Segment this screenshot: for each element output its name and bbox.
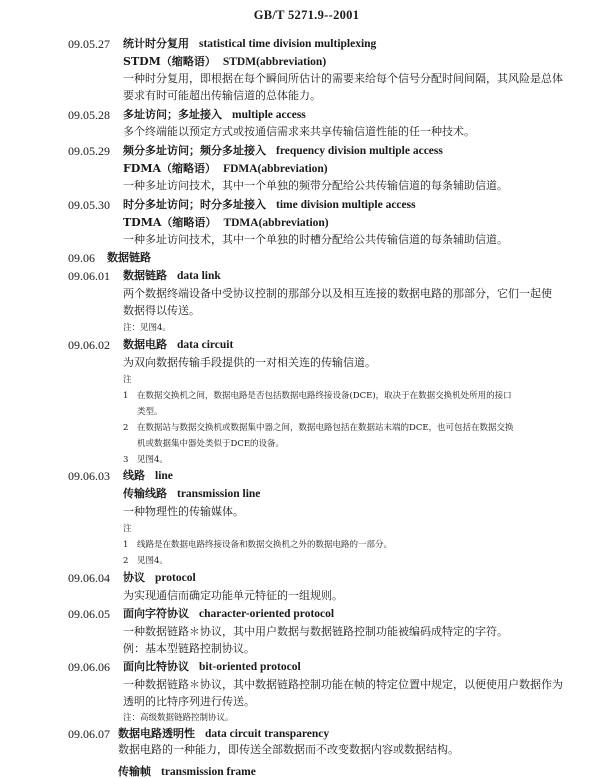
note-text: 在数据交换机之间，数据电路是否包括数据电路终接设备(DCE)，取决于在数据交换机处所用的接口	[137, 391, 512, 401]
entry-number: 09.05.29	[68, 144, 110, 158]
definition: 多个终端能以预定方式或按通信需求来共享传输信道性能的任一种技术。	[123, 125, 475, 138]
note: 注：高级数据链路控制协议。	[123, 713, 234, 723]
definition: 一种物理性的传输媒体。	[123, 505, 244, 518]
abbr-term-zh: TDMA（缩略语）	[123, 216, 217, 229]
term-en: line	[155, 470, 173, 482]
term-zh: 统计时分复用	[123, 37, 189, 50]
entry-number: 09.06.01	[68, 269, 110, 283]
term-en: bit-oriented protocol	[199, 661, 301, 673]
entry-number: 09.06.03	[68, 469, 110, 483]
term-zh: 协议	[123, 571, 145, 584]
definition: 一种多址访问技术，其中一个单独的时槽分配给公共传输信道的每条辅助信道。	[123, 233, 508, 246]
note-label: 注	[123, 524, 132, 534]
definition: 透明的比特序列进行传送。	[123, 695, 255, 708]
term-zh: 数据电路	[123, 338, 167, 351]
definition: 两个数据终端设备中受协议控制的那部分以及相互连接的数据电路的那部分，它们一起使	[123, 287, 552, 300]
entry-number: 09.06.05	[68, 607, 110, 621]
definition: 一种时分复用，即根据在每个瞬间所估计的需要来给每个信号分配时间间隔，其风险是总体	[123, 72, 563, 85]
abbr-term-en: TDMA(abbreviation)	[223, 217, 329, 229]
term-zh: 面向比特协议	[123, 660, 189, 673]
term-en: data link	[177, 270, 221, 282]
definition: 数据得以传送。	[123, 304, 200, 317]
definition: 数据电路的一种能力，即传送全部数据而不改变数据内容或数据结构。	[118, 743, 459, 756]
term-en: data circuit	[177, 339, 234, 351]
note-number: 1	[123, 540, 129, 550]
term-en: data circuit transparency	[205, 728, 330, 740]
term-en: statistical time division multiplexing	[199, 38, 377, 50]
definition: 一种数据链路＊协议，其中用户数据与数据链路控制功能被编码成特定的字符。	[123, 625, 508, 638]
term-zh: 多址访问；多址接入	[123, 108, 222, 121]
note-number: 2	[123, 423, 129, 433]
definition: 为实现通信而确定功能单元特征的一组规则。	[123, 589, 343, 602]
definition: 一种数据链路＊协议，其中数据链路控制功能在帧的特定位置中规定，以便使用户数据作为	[123, 678, 563, 691]
term-en-2: transmission line	[177, 488, 261, 500]
term-en-2: transmission frame	[161, 766, 256, 778]
abbr-term-zh: FDMA（缩略语）	[123, 162, 217, 175]
term-en: protocol	[155, 572, 196, 584]
section-title: 数据链路	[107, 251, 151, 264]
term-zh: 数据电路透明性	[118, 727, 195, 740]
entry-number: 09.05.27	[68, 37, 110, 51]
definition: 为双向数据传输手段提供的一对相关连的传输信道。	[123, 356, 376, 369]
entry-number: 09.06.06	[68, 660, 110, 674]
term-zh: 线路	[123, 469, 145, 482]
entry-number: 09.06.07	[68, 727, 110, 741]
note-text: 见图4。	[137, 455, 168, 465]
note-text: 见图4。	[137, 556, 168, 566]
entry-number: 09.06.02	[68, 338, 110, 352]
note-number: 1	[123, 391, 129, 401]
note: 注：见图4。	[123, 323, 171, 333]
term-en: time division multiple access	[276, 199, 416, 211]
entry-number: 09.05.30	[68, 198, 110, 212]
note-text: 机或数据集中器处类似于DCE的设备。	[137, 439, 285, 449]
term-zh: 频分多址访问；频分多址接入	[123, 144, 266, 157]
section-number: 09.06	[68, 251, 95, 265]
term-zh: 时分多址访问；时分多址接入	[123, 198, 266, 211]
abbr-term-en: FDMA(abbreviation)	[223, 163, 328, 175]
page-header-code: GB/T 5271.9--2001	[253, 8, 360, 22]
note-text: 类型。	[137, 407, 163, 417]
note-text: 在数据站与数据交换机或数据集中器之间，数据电路包括在数据站末端的DCE，也可包括在数据交换	[137, 423, 514, 433]
term-zh-2: 传输帧	[118, 765, 151, 778]
term-en: character-oriented protocol	[199, 608, 335, 620]
note-number: 3	[123, 455, 129, 465]
term-zh: 数据链路	[123, 269, 167, 282]
note-label: 注	[123, 375, 132, 385]
term-en: frequency division multiple access	[276, 145, 443, 157]
entry-number: 09.06.04	[68, 571, 110, 585]
definition: 一种多址访问技术，其中一个单独的频带分配给公共传输信道的每条辅助信道。	[123, 179, 508, 192]
abbr-term-zh: STDM（缩略语）	[123, 55, 216, 68]
term-zh-2: 传输线路	[123, 487, 167, 500]
entry-number: 09.05.28	[68, 108, 110, 122]
definition: 要求有时可能超出传输信道的总体能力。	[123, 89, 321, 102]
term-zh: 面向字符协议	[123, 607, 189, 620]
example: 例：基本型链路控制协议。	[123, 642, 255, 655]
note-text: 线路是在数据电路终接设备和数据交换机之外的数据电路的一部分。	[137, 540, 393, 550]
term-en: multiple access	[232, 109, 306, 121]
note-number: 2	[123, 556, 129, 566]
abbr-term-en: STDM(abbreviation)	[222, 56, 327, 68]
